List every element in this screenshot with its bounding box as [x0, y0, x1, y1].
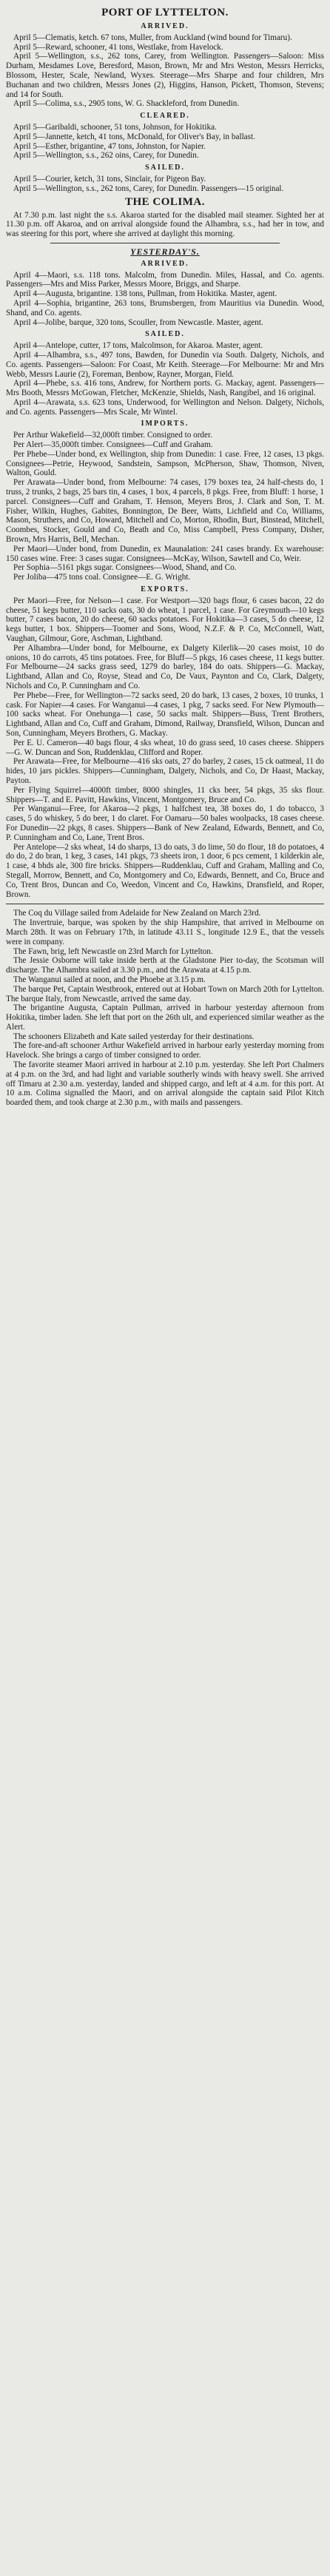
- exports-entry: Per Arawata—Free, for Melbourne—416 sks oats, 27 do barley, 2 cases, 15 ck oatmeal, 11 do hides, 10 jars pickles. Shippers—Cunningham, Dalgety, Nichols, and Co, Dr Haast, Mackay, Payton.: [6, 757, 324, 785]
- imports-entry: Per Phebe—Under bond, ex Wellington, ship from Dunedin: 1 case. Free, 12 cases, 13 pkgs. Consignees—Petrie, Heywood, Sandstein, Sampson, McPherson, Shaw, Thomson, Niven, Walton, Gould.: [6, 449, 324, 478]
- exports-entry: Per Wanganui—Free, for Akaroa—2 pkgs, 1 halfchest tea, 38 boxes do, 1 do tobacco, 3 cases, 5 do whiskey, 5 do beer, 1 do claret. For Oamaru—50 bales woolpacks, 18 cases cheese. For Dunedin—22 pkgs, 8 cases. Shippers—Bank of New Zealand, Edwards, Bennett, and Co, P. Cunningham and Co, Lane, Trent Bros.: [6, 804, 324, 842]
- colima-entry: At 7.30 p.m. last night the s.s. Akaroa started for the disabled mail steamer. Sighted her at 11.30 p.m. off Akaroa, and on arrival alongside found the Alhambra, s.s., had her in tow, and was steering for this port, where she arrived at daylight this morning.: [6, 210, 324, 239]
- arrived-list: [6, 33, 324, 109]
- imports-entry: Per Sophia—5161 pkgs sugar. Consignees—Wood, Shand, and Co.: [13, 563, 237, 573]
- y-arrived-entry: April 4—Sophia, brigantine, 263 tons, Brumsbergen, from Mauritius via Dunedin. Wood, Shand, and Co. agents.: [6, 298, 324, 317]
- y-arrived-entry: April 4—Augusta, brigantine. 138 tons, Pullman, from Hokitika. Master, agent.: [13, 289, 277, 299]
- exports-heading: EXPORTS.: [141, 585, 189, 594]
- sailed-heading: SAILED.: [145, 164, 185, 172]
- cleared-entry: April 5—Garibaldi, schooner, 51 tons, Johnson, for Hokitika.: [13, 122, 217, 132]
- colima-heading: THE COLIMA.: [124, 195, 205, 208]
- arrived-entry: April 5—Reward, schooner, 41 tons, Westlake, from Havelock.: [13, 42, 223, 52]
- arrived-entry: April 5—Wellington, s.s., 262 tons, Carey, from Wellington. Passengers—Saloon: Miss Durham, Mesdames Love, Beresford, Mason, Brown, Mr and Mrs Weston, Messrs Herricks, Blossom, Hester, Scale, Newland, Wyxes. Steerage—Mrs Sharpe and four children, Mrs Buchanan and two children, Messrs Jones (2), Higgins, Hanson, Pickett, Thomson, Stevens; and 14 for South.: [6, 52, 324, 99]
- notes-entry: The favorite steamer Maori arrived in harbour at 2.10 p.m. yesterday. She left Port Chalmers at 4 p.m. on the 3rd, and had light and variable southerly winds with heavy swell. She arrived off Timaru at 2.30 a.m. yesterday, landed and shipped cargo, and left at 4 a.m. for this port. At 10 a.m. Colima signalled the Maori, and on arrival alongside the captain said Pilot Kitch boarded them, and took charge at 2.30 p.m., with mails and passengers.: [6, 1060, 324, 1108]
- notes-entry: The Coq du Village sailed from Adelaide for New Zealand on March 23rd.: [13, 909, 261, 918]
- shipping-notes: [6, 909, 324, 1108]
- notes-entry: The schooners Elizabeth and Kate sailed yesterday for their destinations.: [13, 1032, 255, 1041]
- notes-entry: The Jessie Osborne will take inside berth at the Gladstone Pier to-day, the Scotsman will discharge. The Alhambra sailed at 3.30 p.m., and the Arawata at 4.15 p.m.: [6, 956, 324, 975]
- exports-entry: Per Antelope—2 sks wheat, 14 do sharps, 13 do oats, 3 do lime, 50 do flour, 18 do potatoes, 4 do do, 2 do bran, 1 keg, 3 cases, 141 pkgs, 73 sheets iron, 1 door, 6 pcs cement, 1 kilderkin ale, 1 case, 4 bhds ale, 300 fire bricks. Shippers—Ruddenklau, Cuff and Graham, Malling and Co, Stegall, Morrow, Bennett, and Co, Montgomery and Co, Edwards, Bennett, and Co, Bruce and Co, Trent Bros, Duncan and Co, Weedon, Vincent and Co, Hawkins, Dransfield, and Roper, Brown.: [6, 842, 324, 899]
- notes-entry: The barque Pet, Captain Westbrook, entered out at Hobart Town on March 20th for Lyttelton. The barque Italy, from Newcastle, arrived the same day.: [6, 984, 324, 1003]
- yesterday-sailed-heading: SAILED.: [145, 330, 185, 339]
- newspaper-column: [0, 0, 330, 1115]
- imports-entry: Per Joliba—475 tons coal. Consignee—E. G. Wright.: [13, 573, 191, 582]
- cleared-entry: April 5—Esther, brigantine, 47 tons, Johnston, for Napier.: [13, 141, 206, 151]
- exports-entry: Per Flying Squirrel—4000ft timber, 8000 shingles, 11 cks beer, 54 pkgs, 35 sks flour. Shippers—T. and E. Pavitt, Hawkins, Vincent, Montgomery, Bruce and Co.: [6, 785, 324, 804]
- page-title: PORT OF LYTTELTON.: [101, 7, 229, 19]
- notes-entry: The Wanganui sailed at noon, and the Phoebe at 3.15 p.m.: [13, 975, 206, 984]
- yesterday-sailed-list: [6, 341, 324, 417]
- exports-entry: Per Maori—Free, for Nelson—1 case. For Westport—320 bags flour, 6 cases bacon, 22 do cheese, 51 kegs butter, 110 sacks oats, 30 do wheat, 1 parcel, 1 case. For Greymouth—10 kegs butter, 7 cases bacon, 20 do cheese, 60 sacks potatoes. For Hokitika—3 cases, 5 do cheese, 12 kegs butter, 1 box. Shippers—Toomer and Sons, Wood, N.Z.F. & P. Co, McConnell, Watt, Vaughan, Gilmour, Gore, Aschman, Lightband.: [6, 596, 324, 644]
- y-sailed-entry: April 4—Alhambra, s.s., 497 tons, Bawden, for Dunedin via South. Dalgety, Nichols, and Co. agents. Passengers—Saloon: For Coast, Mr Keith. Steerage—For Melbourne: Mr and Mrs Webb, Messrs Laurie (2), Foreman, Benbow, Rayner, Morgan, Field.: [6, 350, 324, 379]
- y-sailed-entry: April 4—Arawata, s.s. 623 tons, Underwood, for Wellington and Nelson. Dalgety, Nichols, and Co. agents. Passengers—Mrs Scale, Mr Wintel.: [6, 397, 324, 417]
- exports-entry: Per Phebe—Free, for Wellington—72 sacks seed, 20 do bark, 13 cases, 2 boxes, 10 trunks, 1 cask. For Napier—4 cases. For Wanganui—4 cases, 1 pkg, 7 sacks seed. For New Plymouth—100 sacks wheat. For Onehunga—1 case, 50 sacks malt. Shippers—Buss, Trent Brothers, Lightband, Allan and Co, Cuff and Graham, Dimond, Railway, Dransfield, Wilson, Duncan and Son, Cunningham, Meyers Brothers, G. Mackay.: [6, 690, 324, 738]
- y-arrived-entry: April 4—Jolibe, barque, 320 tons, Scouller, from Newcastle. Master, agent.: [13, 317, 263, 327]
- imports-heading: IMPORTS.: [141, 420, 189, 428]
- exports-entry: Per Alhambra—Under bond, for Melbourne, ex Dalgety Kilerlik—20 cases moist, 10 do onions, 10 do carrots, 45 tins potatoes. Free, for Bluff—5 pkgs, 16 cases cheese, 11 kegs butter. For Melbourne—24 sacks grass seed, 1279 do barley, 184 do oats. Shippers—G. Mackay, Lightband, Allan and Co, Royse, Stead and Co, De Vaux, Paynton and Co, Clark, Dalgety, Nichols and Co, P. Cunningham and Co.: [6, 643, 324, 690]
- notes-entry: The Fawn, brig, left Newcastle on 23rd March for Lyttelton.: [13, 946, 213, 956]
- colima-report: [6, 211, 324, 239]
- imports-entry: Per Arawata—Under bond, from Melbourne: 74 cases, 179 boxes tea, 24 half-chests do, 1 truss, 2 trunks, 2 bags, 25 bars tin, 4 cases, 1 box, 4 parcels, 8 pkgs. Free, from Bluff: 1 horse, 1 parcel. Consignees—Cuff and Graham, T. Henson, Meyers Bros, J. Clark and Son, T. M. Fisher, Wilkin, Hughes, Gabites, Bonnington, De Beer, Watts, Lichfield and Co, Williams, Mason, Struthers, and Co, Howard, Mitchell and Co, Morton, Rhodin, Burt, Binstead, Mitchell, Coombes, Stocker, Gould and Co, Beath and Co, Miss Campbell, Press Company, Disher, Brown, Mrs Harris, Bell, Mechan.: [6, 478, 324, 545]
- arrived-entry: April 5—Clematis, ketch. 67 tons, Muller, from Auckland (wind bound for Timaru).: [13, 33, 292, 42]
- yesterday-arrived-list: [6, 271, 324, 328]
- sailed-list: [6, 175, 324, 194]
- cleared-list: [6, 123, 324, 161]
- y-arrived-entry: April 4—Maori, s.s. 118 tons. Malcolm, from Dunedin. Miles, Hassal, and Co. agents. Passengers—Mrs and Miss Parker, Messrs Moore, Briggs, and Sharpe.: [6, 270, 324, 289]
- notes-entry: The fore-and-aft schooner Arthur Wakefield arrived in harbour early yesterday morning from Havelock. She brings a cargo of timber consigned to order.: [6, 1041, 324, 1060]
- cleared-entry: April 5—Wellington, s.s., 262 oins, Carey, for Dunedin.: [13, 151, 199, 161]
- y-sailed-entry: April 4—Antelope, cutter, 17 tons, Malcolmson, for Akaroa. Master, agent.: [13, 341, 263, 351]
- notes-entry: The Invertruie, barque, was spoken by the ship Hampshire, that arrived in Melbourne on March 28th. It was on February 17th, in latitude 43.11 S., longitude 12.9 E., that the vessels were in company.: [6, 918, 324, 946]
- yesterday-arrived-heading: ARRIVED.: [141, 259, 189, 268]
- exports-list: [6, 596, 324, 900]
- imports-list: [6, 431, 324, 582]
- imports-entry: Per Arthur Wakefield—32,000ft timber. Consigned to order.: [13, 431, 212, 440]
- arrived-entry: April 5—Colima, s.s., 2905 tons, W. G. Shackleford, from Dunedin.: [13, 99, 240, 109]
- cleared-heading: CLEARED.: [140, 112, 190, 121]
- notes-entry: The brigantine Augusta, Captain Pullman, arrived in harbour yesterday afternoon from Hokitika, timber laden. She left that port on the 26th ult, and experienced similar weather as the Alert.: [6, 1003, 324, 1032]
- yesterdays-heading: YESTERDAY'S.: [130, 246, 200, 257]
- exports-entry: Per E. U. Cameron—40 bags flour, 4 sks wheat, 10 do grass seed, 10 cases cheese. Shippers—G. W. Duncan and Son, Ruddenklau, Clifford and Roper.: [6, 738, 324, 757]
- y-sailed-entry: April 4—Phebe, s.s. 416 tons, Andrew, for Northern ports. G. Mackay, agent. Passengers—Mrs Booth, Messrs McGowan, Fletcher, McKenzie, Shields, Nash, Rangibel, and 16 original.: [6, 379, 324, 398]
- cleared-entry: April 5—Jannette, ketch, 41 tons, McDonald, for Oliver's Bay, in ballast.: [13, 132, 255, 141]
- arrived-heading: ARRIVED.: [141, 22, 189, 30]
- imports-entry: Per Alert—35,000ft timber. Consignees—Cuff and Graham.: [13, 440, 213, 450]
- sailed-entry: April 5—Wellington, s.s., 262 tons, Carey, for Dunedin. Passengers—15 original.: [13, 184, 284, 193]
- imports-entry: Per Maori—Under bond, from Dunedin, ex Maunalation: 241 cases brandy. Ex warehouse: 150 cases wine. Free: 3 cases sugar. Consignees—McKay, Wilson, Sawtell and Co, Weir.: [6, 544, 324, 563]
- sailed-entry: April 5—Courier, ketch, 31 tons, Sinclair, for Pigeon Bay.: [13, 174, 206, 184]
